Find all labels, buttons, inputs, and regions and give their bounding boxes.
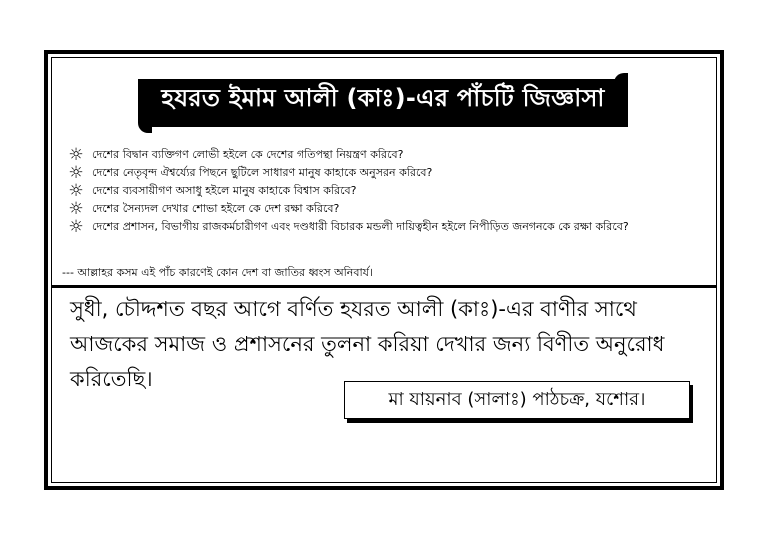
question-text: দেশের নেতৃবৃন্দ ঐশ্বর্য্যের পিছনে ছুটিলে সাধারণ মানুষ কাহাকে অনুসরন করিবে? xyxy=(92,166,433,179)
appeal-text: সুধী, চৌদ্দশত বছর আগে বর্ণিত হযরত আলী (কাঃ)-এর বাণীর সাথে আজকের সমাজ ও প্রশাসনের তুলনা করিয়া দেখার জন্য বিণীত অনুরোধ করিতেছি। xyxy=(70,297,665,391)
question-text: দেশের সৈন্যদল দেখার শোভা হইলে কে দেশ রক্ষা করিবে? xyxy=(92,202,340,215)
sun-icon: ☼ xyxy=(68,163,84,183)
question-text: দেশের বিদ্বান ব্যক্তিগণ লোভী হইলে কে দেশের গতিপন্থা নিয়ন্ত্রণ করিবে? xyxy=(92,148,404,161)
page-title: হযরত ইমাম আলী (কাঃ)-এর পাঁচটি জিজ্ঞাসা xyxy=(161,84,605,112)
list-item xyxy=(66,164,706,182)
title-banner xyxy=(144,79,622,121)
sun-icon: ☼ xyxy=(68,145,84,165)
list-item xyxy=(66,218,706,236)
sun-icon: ☼ xyxy=(68,217,84,237)
sun-icon: ☼ xyxy=(68,181,84,201)
list-item xyxy=(66,146,706,164)
list-item xyxy=(66,200,706,218)
signature-box xyxy=(344,381,690,419)
question-list xyxy=(66,146,706,236)
signature-text: মা যায়নাব (সালাঃ) পাঠচক্র, যশোর। xyxy=(388,388,646,410)
question-text: দেশের ব্যবসায়ীগণ অসাধু হইলে মানুষ কাহাকে বিশ্বাস করিবে? xyxy=(92,184,357,197)
sun-icon: ☼ xyxy=(68,199,84,219)
question-text: দেশের প্রশাসন, বিভাগীয় রাজকর্মচারীগণ এবং দণ্ডধারী বিচারক মন্ডলী দায়িত্বহীন হইলে নিপীড়িত জনগনকে কে রক্ষা করিবে? xyxy=(92,220,629,233)
list-item xyxy=(66,182,706,200)
closing-note: --- আল্লাহর কসম এই পাঁচ কারণেই কোন দেশ বা জাতির ধ্বংস অনিবার্য। xyxy=(62,266,373,279)
banner-curl-left xyxy=(138,79,152,133)
banner-curl-right xyxy=(614,73,628,127)
section-divider xyxy=(51,285,717,288)
